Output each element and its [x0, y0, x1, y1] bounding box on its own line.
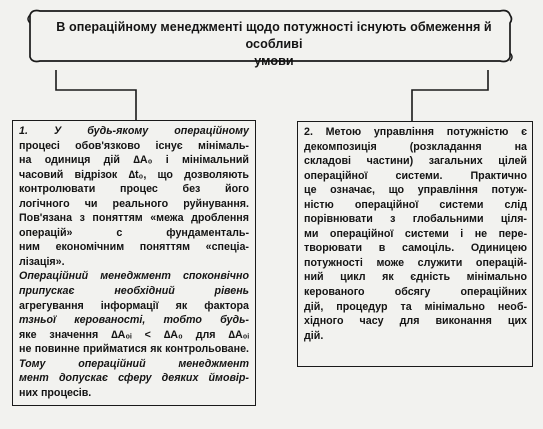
left-text-box	[12, 120, 256, 406]
left-line: не повинне прийматися як контрольоване.	[19, 343, 249, 356]
right-line: порівнювати з глобальними ціля-	[304, 213, 527, 226]
left-line: тзньої керованості, тобто будь-	[19, 314, 249, 327]
left-line: процесі обов'язково існує мінімаль-	[19, 139, 249, 152]
left-line: ним економічним поняттям «спеціа-	[19, 241, 249, 254]
title-line-1: В операційному менеджменті щодо потужності існують обмеження й особливі	[56, 20, 492, 51]
left-line: Тому операційний менеджмент	[19, 357, 249, 370]
right-line: 2. Метою управління потужністю є	[304, 126, 527, 138]
left-line: логічного чи реального руйнування.	[19, 197, 249, 210]
title-banner	[24, 5, 516, 68]
right-text-box	[297, 121, 533, 367]
right-line: творювати в самоціль. Одиницею	[304, 242, 527, 255]
right-line: ністю операційної системи слід	[304, 198, 527, 211]
left-line: на одиниця дій ∆A₀ і мінімальний	[19, 154, 249, 167]
right-line: ми операційної системи і не пере-	[304, 227, 527, 240]
left-line: яке значення ∆A₀ᵢ < ∆A₀ для ∆A₀ᵢ	[19, 328, 249, 341]
right-line: хідного часу для виконання цих	[304, 315, 527, 328]
left-line: лізація».	[19, 255, 65, 268]
left-line: 1. У будь-якому операційному	[19, 125, 249, 137]
right-line: ний цикл як єдність мінімально	[304, 271, 527, 284]
left-line: мент допускає сферу деяких ймовір-	[19, 372, 249, 385]
left-line: агрегування інформації як фактора	[19, 299, 249, 312]
right-line: це означає, що управління потуж-	[304, 184, 527, 197]
right-line: дій, процедур та мінімально необ-	[304, 300, 527, 313]
left-line: Операційний менеджмент споконвічно	[19, 270, 249, 283]
page-title	[44, 19, 504, 70]
right-line: керованого обсягу операційних	[304, 286, 527, 299]
left-line: часовий відрізок ∆t₀, що дозволяють	[19, 168, 249, 181]
left-line: них процесів.	[19, 386, 92, 399]
left-line: Пов'язана з поняттям «межа дроблення	[19, 212, 249, 225]
right-line: декомпозиція (розкладання на	[304, 140, 527, 153]
right-line: складові частини) загальних цілей	[304, 155, 527, 168]
title-line-2: умови	[254, 54, 294, 68]
right-line: дій.	[304, 329, 324, 342]
left-line: контролювати процес без його	[19, 183, 249, 196]
left-line: операцій» с фундаменталь-	[19, 226, 249, 239]
right-line: операційної системи. Практично	[304, 169, 527, 182]
right-line: потужності може служити операцій-	[304, 256, 527, 269]
left-line: припускає необхідний рівень	[19, 285, 249, 298]
